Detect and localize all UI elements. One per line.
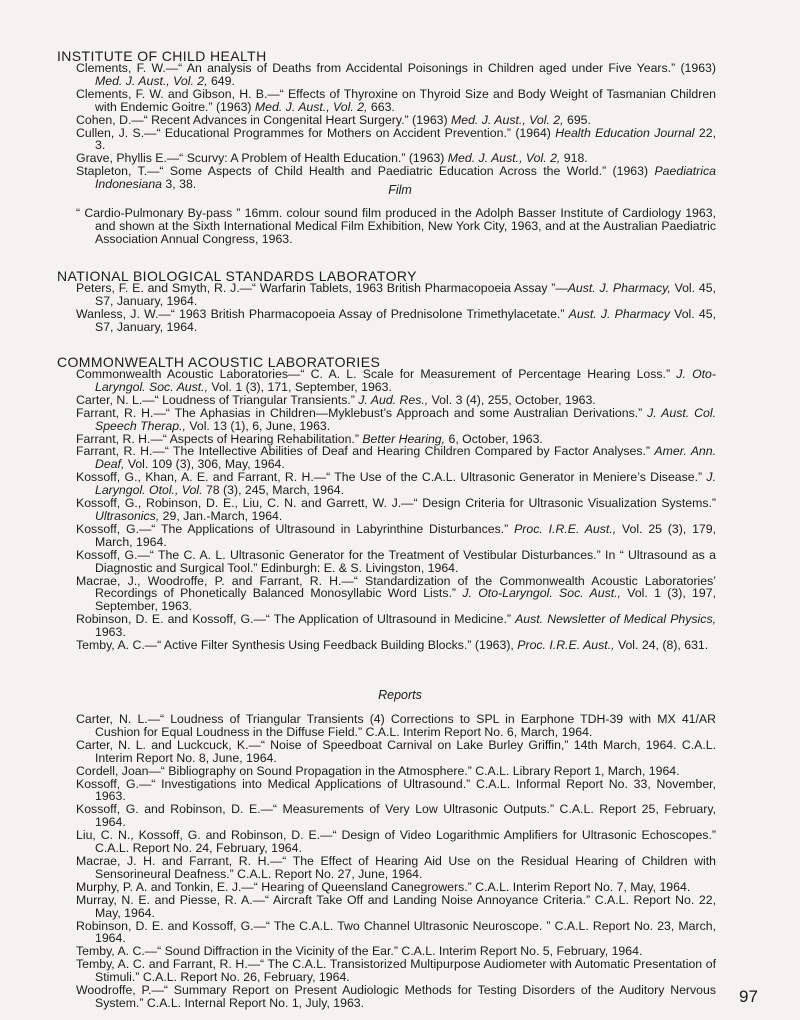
reference-entry: Cohen, D.—“ Recent Advances in Congenital Heart Surgery.” (1963) Med. J. Aust., Vol. 2, 695.: [76, 112, 591, 127]
reference-list: [76, 207, 716, 246]
reference-entry: Robinson, D. E. and Kossoff, G.—“ The Application of Ultrasound in Medicine.” Aust. Newsletter of Medical Physics, 1963.: [76, 612, 717, 640]
reference-entry: Kossoff, G.—“ Investigations into Medical Applications of Ultrasound.” C.A.L. Informal Report No. 33, November, 1963.: [76, 776, 716, 804]
section-heading-acoustic-labs: COMMONWEALTH ACOUSTIC LABORATORIES: [57, 353, 381, 370]
reference-entry: Temby, A. C. and Farrant, R. H.—“ The C.A.L. Transistorized Multipurpose Audiometer with Automatic Presentation of Stimuli.” C.A.L. Report No. 26, February, 1964.: [76, 957, 716, 985]
reference-entry: Liu, C. N., Kossoff, G. and Robinson, D. E.—“ Design of Video Logarithmic Amplifiers for Ultrasonic Echoscopes.” C.A.L. Report No. 24, February, 1964.: [76, 828, 716, 856]
reference-entry: Peters, F. E. and Smyth, R. J.—“ Warfarin Tablets, 1963 British Pharmacopoeia Assay ”—Aust. J. Pharmacy, Vol. 45, S7, January, 1964.: [76, 281, 716, 308]
page-number: 97: [739, 987, 758, 1006]
reference-list: [76, 62, 716, 191]
reference-entry: Murray, N. E. and Piesse, R. A.—“ Aircraft Take Off and Landing Noise Annoyance Criteria.” C.A.L. Report No. 22, May, 1964.: [76, 892, 716, 920]
reference-entry: Murphy, P. A. and Tonkin, E. J.—“ Hearing of Queensland Canegrowers.” C.A.L. Interim Report No. 7, May, 1964.: [76, 879, 691, 894]
reference-list: [76, 368, 716, 652]
reference-entry: Carter, N. L. and Luckcuck, K.—“ Noise of Speedboat Carnival on Lake Burley Griffin,” 14th March, 1964. C.A.L. Interim Report No. 8, June, 1964.: [76, 737, 716, 765]
reference-entry: Macrae, J., Woodroffe, P. and Farrant, R. H.—“ Standardization of the Commonwealth Acoustic Laboratories’ Recordings of Phonetically Balanced Monosyllabic Word Lists.” J. Oto-Laryngol. Soc. Aust., Vol. 1 (3), 197, September, 1963.: [76, 573, 716, 614]
reference-entry: Farrant, R. H.—“ The Intellective Abilities of Deaf and Hearing Children Compared by Factor Analyses.” Amer. Ann. Deaf, Vol. 109 (3), 306, May, 1964.: [76, 444, 716, 472]
reference-entry: Temby, A. C.—“ Active Filter Synthesis Using Feedback Building Blocks.” (1963), Proc. I.R.E. Aust., Vol. 24, (8), 631.: [76, 638, 709, 653]
reference-entry: Farrant, R. H.—“ Aspects of Hearing Rehabilitation.” Better Hearing, 6, October, 1963.: [76, 431, 543, 446]
reference-entry: Kossoff, G. and Robinson, D. E.—“ Measurements of Very Low Ultrasonic Outputs.” C.A.L. Report 25, February, 1964.: [76, 802, 716, 830]
reference-entry: Kossoff, G.—“ The Applications of Ultrasound in Labyrinthine Disturbances.” Proc. I.R.E. Aust., Vol. 25 (3), 179, March, 1964.: [76, 521, 717, 549]
reference-entry: Stapleton, T.—“ Some Aspects of Child Health and Paediatric Education Across the World.” (1963) Paediatrica Indonesiana 3, 38.: [76, 164, 716, 192]
reference-entry: Farrant, R. H.—“ The Aphasias in Children—Myklebust’s Approach and some Australian Derivations.” J. Aust. Col. Speech Therap., Vol. 13 (1), 6, June, 1963.: [76, 405, 716, 433]
reference-entry: Clements, F. W. and Gibson, H. B.—“ Effects of Thyroxine on Thyroid Size and Body Weight of Tasmanian Children with Endemic Goitre.” (1963) Med. J. Aust., Vol. 2, 663.: [76, 86, 716, 114]
reference-entry: Kossoff, G., Robinson, D. E., Liu, C. N. and Garrett, W. J.—“ Design Criteria for Ultrasonic Visualization Systems.” Ultrasonics, 29, Jan.-March, 1964.: [76, 496, 716, 523]
section-heading-child-health: INSTITUTE OF CHILD HEALTH: [57, 47, 267, 64]
reference-entry: Kossoff, G., Khan, A. E. and Farrant, R. H.—“ The Use of the C.A.L. Ultrasonic Generator in Meniere’s Disease.” J. Laryngol. Otol., Vol. 78 (3), 245, March, 1964.: [76, 470, 716, 498]
reference-entry: Clements, F. W.—“ An analysis of Deaths from Accidental Poisonings in Children aged under Five Years.” (1963) Med. J. Aust., Vol. 2, 649.: [76, 61, 716, 88]
reference-list: [76, 713, 716, 1010]
reference-entry: Grave, Phyllis E.—“ Scurvy: A Problem of Health Education.” (1963) Med. J. Aust., Vol. 2, 918.: [76, 151, 588, 166]
subheading-reports: Reports: [378, 688, 422, 702]
reference-entry: Commonwealth Acoustic Laboratories—“ C. A. L. Scale for Measurement of Percentage Hearing Loss.” J. Oto-Laryngol. Soc. Aust., Vol. 1 (3), 171, September, 1963.: [76, 367, 716, 394]
subheading-film: Film: [388, 183, 412, 197]
reference-entry: Cullen, J. S.—“ Educational Programmes for Mothers on Accident Prevention.” (1964) Health Education Journal 22, 3.: [76, 125, 717, 153]
reference-list: [76, 282, 716, 334]
reference-entry: Carter, N. L.—“ Loudness of Triangular Transients (4) Corrections to SPL in Earphone TDH-39 with MX 41/AR Cushion for Equal Loudness in the Diffuse Field.” C.A.L. Interim Report No. 6, March, 1964.: [76, 712, 716, 739]
reference-entry: Temby, A. C.—“ Sound Diffraction in the Vicinity of the Ear.” C.A.L. Interim Report No. 5, February, 1964.: [76, 944, 643, 959]
reference-entry: Macrae, J. H. and Farrant, R. H.—“ The Effect of Hearing Aid Use on the Residual Hearing of Children with Sensorineural Deafness.” C.A.L. Report No. 27, June, 1964.: [76, 853, 716, 881]
reference-entry: Wanless, J. W.—“ 1963 British Pharmacopoeia Assay of Prednisolone Trimethylacetate.” Aust. J. Pharmacy Vol. 45, S7, January, 1964.: [76, 306, 716, 334]
section-heading-biological-standards: NATIONAL BIOLOGICAL STANDARDS LABORATORY: [57, 267, 417, 284]
reference-entry: Carter, N. L.—“ Loudness of Triangular Transients.” J. Aud. Res., Vol. 3 (4), 255, October, 1963.: [76, 392, 596, 407]
reference-entry: “ Cardio-Pulmonary By-pass ” 16mm. colour sound film produced in the Adolph Basser Institute of Cardiology 1963, and shown at the Sixth International Medical Film Exhibition, New York City, 1963, and at the Australian Paediatric Association Annual Congress, 1963.: [76, 206, 716, 246]
reference-entry: Woodroffe, P.—“ Summary Report on Present Audiologic Methods for Testing Disorders of the Auditory Nervous System.” C.A.L. Internal Report No. 1, July, 1963.: [76, 983, 716, 1010]
reference-entry: Robinson, D. E. and Kossoff, G.—“ The C.A.L. Two Channel Ultrasonic Neuroscope. ” C.A.L. Report No. 23, March, 1964.: [76, 918, 716, 946]
reference-entry: Cordell, Joan—“ Bibliography on Sound Propagation in the Atmosphere.” C.A.L. Library Report 1, March, 1964.: [76, 763, 680, 778]
reference-entry: Kossoff, G.—“ The C. A. L. Ultrasonic Generator for the Treatment of Vestibular Disturbances.” In “ Ultrasound as a Diagnostic and Surgical Tool.” Edinburgh: E. & S. Livingston, 1964.: [76, 547, 716, 575]
